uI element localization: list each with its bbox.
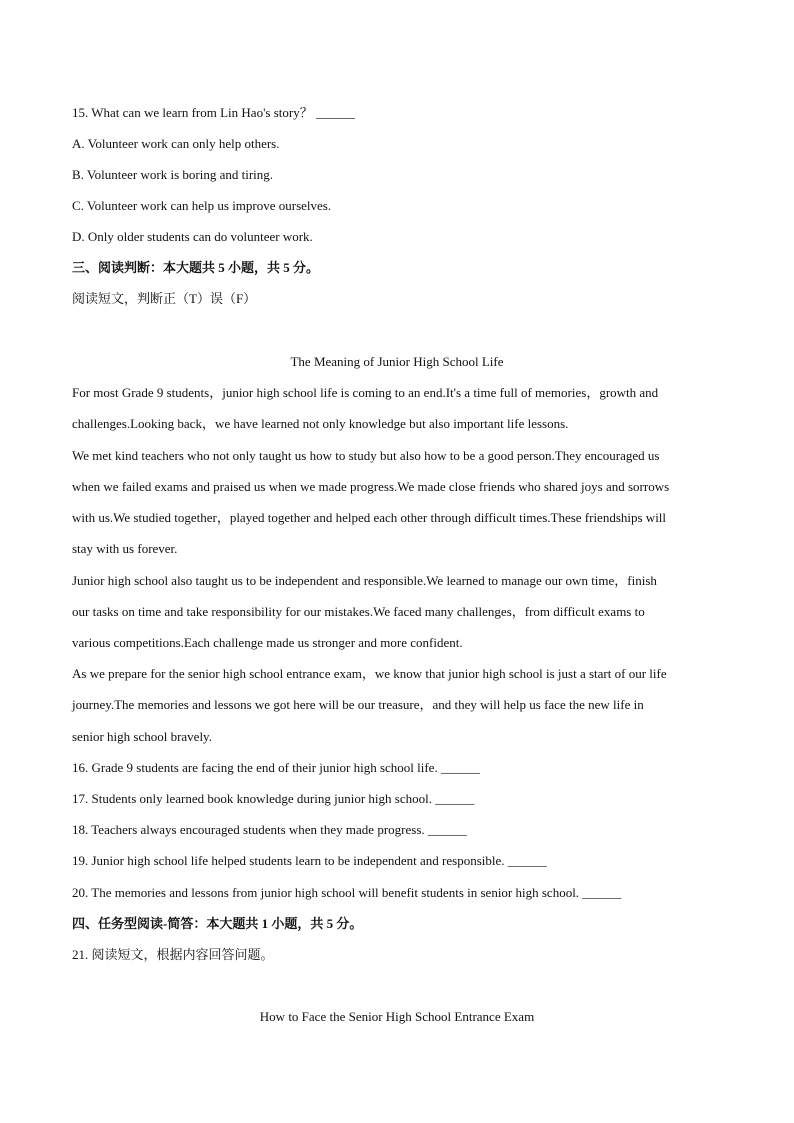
passage-1-line: stay with us forever. xyxy=(72,541,178,556)
passage-1-line: We met kind teachers who not only taught us how to study but also how to be a good person.They encouraged us xyxy=(72,448,660,463)
passage-1-line: challenges.Looking back，we have learned not only knowledge but also important life lessons. xyxy=(72,416,569,431)
question-15-option-b: B. Volunteer work is boring and tiring. xyxy=(72,167,274,182)
question-21: 21. 阅读短文，根据内容回答问题。 xyxy=(72,947,274,962)
passage-1-line: journey.The memories and lessons we got here will be our treasure，and they will help us face the new life in xyxy=(72,697,644,712)
question-18: 18. Teachers always encouraged students when they made progress. ______ xyxy=(72,822,467,837)
question-20: 20. The memories and lessons from junior high school will benefit students in senior high school. ______ xyxy=(72,885,622,900)
question-16: 16. Grade 9 students are facing the end of their junior high school life. ______ xyxy=(72,760,480,775)
question-15-option-c: C. Volunteer work can help us improve ourselves. xyxy=(72,198,332,213)
passage-1-line: our tasks on time and take responsibility for our mistakes.We faced many challenges，from difficult exams to xyxy=(72,604,645,619)
question-15-option-d: D. Only older students can do volunteer work. xyxy=(72,229,313,244)
question-15-option-a: A. Volunteer work can only help others. xyxy=(72,136,280,151)
passage-1-line: For most Grade 9 students，junior high school life is coming to an end.It's a time full of memories，growth and xyxy=(72,385,659,400)
passage-1-line: various competitions.Each challenge made us stronger and more confident. xyxy=(72,635,463,650)
passage-1-line: Junior high school also taught us to be independent and responsible.We learned to manage our own time，finish xyxy=(72,573,657,588)
section-4-heading: 四、任务型阅读-简答：本大题共 1 小题，共 5 分。 xyxy=(72,916,363,931)
section-3-heading: 三、阅读判断：本大题共 5 小题，共 5 分。 xyxy=(72,260,320,275)
passage-1-line: senior high school bravely. xyxy=(72,729,212,744)
question-17: 17. Students only learned book knowledge during junior high school. ______ xyxy=(72,791,475,806)
passage-1-line: with us.We studied together，played together and helped each other through difficult times.These friendships will xyxy=(72,510,667,525)
passage-2-title: How to Face the Senior High School Entrance Exam xyxy=(259,1009,535,1024)
section-3-instruction: 阅读短文，判断正（T）误（F） xyxy=(72,291,257,306)
passage-1-title: The Meaning of Junior High School Life xyxy=(290,354,504,369)
passage-1-line: when we failed exams and praised us when we made progress.We made close friends who shared joys and sorrows xyxy=(72,479,670,494)
passage-1-line: As we prepare for the senior high school entrance exam，we know that junior high school is just a start of our life xyxy=(72,666,667,681)
question-15-stem: 15. What can we learn from Lin Hao's story？ ______ xyxy=(72,105,355,120)
question-19: 19. Junior high school life helped students learn to be independent and responsible. ______ xyxy=(72,853,547,868)
